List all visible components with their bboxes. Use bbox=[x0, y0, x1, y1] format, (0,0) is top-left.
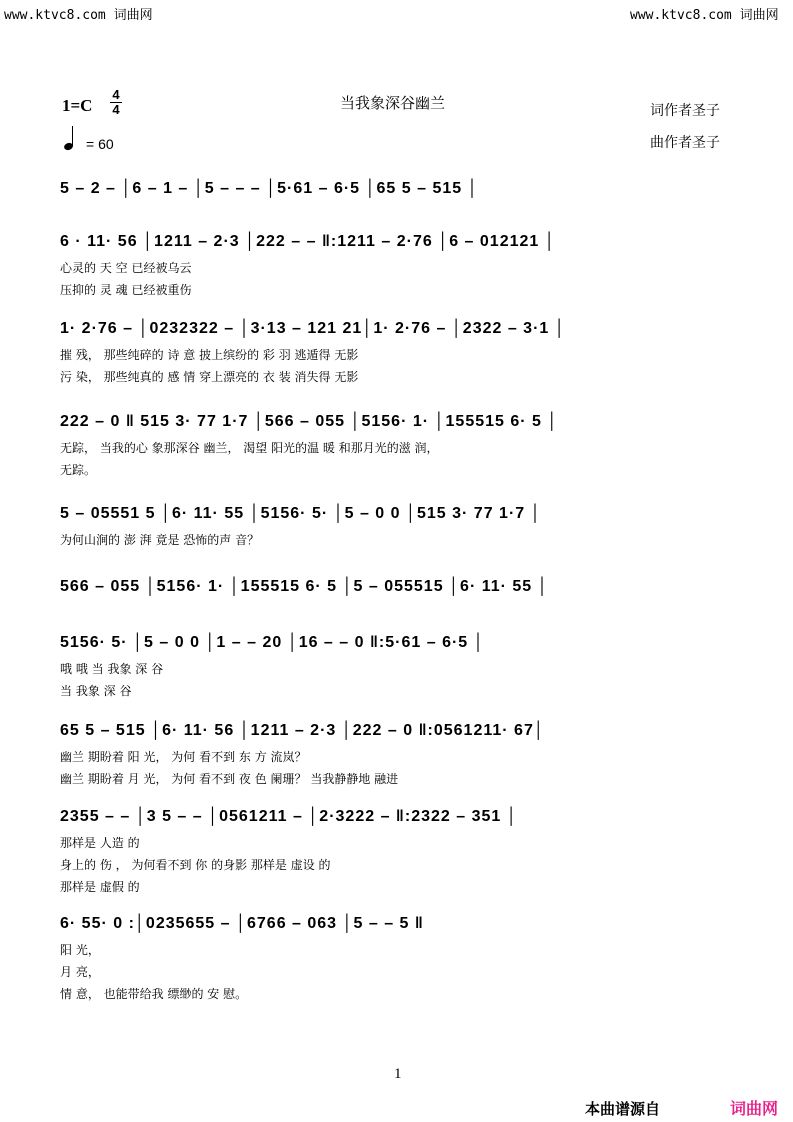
lyric-line: 哦 哦 当 我象 深 谷 bbox=[60, 662, 164, 676]
notation-line: 6· 55· 0 :│0235655 – │6766 – 063 │5 – – 5 ‖ bbox=[60, 915, 424, 932]
lyric-line: 幽兰 期盼着 阳 光， 为何 看不到 东 方 流岚？ bbox=[60, 750, 307, 764]
lyric-line: 身上的 伤 ， 为何看不到 你 的身影 那样是 虚设 的 bbox=[60, 858, 331, 872]
composer-credit: 曲作者圣子 bbox=[650, 135, 720, 151]
notation-line: 5156· 5· │5 – 0 0 │1 – – 20 │16 – – 0 ‖:5·61 – 6·5 │ bbox=[60, 634, 485, 651]
notation-line: 566 – 055 │5156· 1· │155515 6· 5 │5 – 055515 │6· 11· 55 │ bbox=[60, 578, 549, 595]
time-signature-top: 4 bbox=[112, 87, 120, 102]
source-label: 本曲谱源自 bbox=[585, 1100, 661, 1118]
quarter-note-head-icon bbox=[63, 142, 74, 152]
time-signature-bottom: 4 bbox=[112, 102, 120, 117]
lyric-line: 情 意， 也能带给我 缥缈的 安 慰。 bbox=[60, 987, 248, 1001]
lyric-line: 心灵的 天 空 已经被乌云 bbox=[60, 261, 192, 275]
notation-line: 5 – 2 – │6 – 1 – │5 – – – │5·61 – 6·5 │65 5 – 515 │ bbox=[60, 180, 479, 197]
lyricist-credit: 词作者圣子 bbox=[650, 103, 720, 119]
time-signature bbox=[110, 88, 122, 117]
notation-line: 65 5 – 515 │6· 11· 56 │1211 – 2·3 │222 – 0 ‖:0561211· 67│ bbox=[60, 722, 545, 739]
notation-line: 6 · 11· 56 │1211 – 2·3 │222 – – ‖:1211 – 2·76 │6 – 012121 │ bbox=[60, 233, 556, 250]
notation-line: 5 – 05551 5 │6· 11· 55 │5156· 5· │5 – 0 0 │515 3· 77 1·7 │ bbox=[60, 505, 542, 522]
lyric-line: 阳 光， bbox=[60, 943, 100, 957]
lyric-line: 摧 残， 那些纯碎的 诗 意 披上缤纷的 彩 羽 逃遁得 无影 bbox=[60, 348, 359, 362]
lyric-line: 幽兰 期盼着 月 光， 为何 看不到 夜 色 阑珊？ 当我静静地 融进 bbox=[60, 772, 399, 786]
key-signature: 1=C bbox=[62, 96, 93, 115]
lyric-line: 污 染， 那些纯真的 感 情 穿上漂亮的 衣 装 消失得 无影 bbox=[60, 370, 359, 384]
notation-line: 1· 2·76 – │0232322 – │3·13 – 121 21│1· 2·76 – │2322 – 3·1 │ bbox=[60, 320, 566, 337]
lyric-line: 无踪， 当我的心 象那深谷 幽兰， 渴望 阳光的温 暖 和那月光的滋 润， bbox=[60, 441, 439, 455]
notation-line: 222 – 0 ‖ 515 3· 77 1·7 │566 – 055 │5156· 1· │155515 6· 5 │ bbox=[60, 413, 559, 430]
lyric-line: 无踪。 bbox=[60, 463, 97, 477]
lyric-line: 为何山涧的 澎 湃 竟是 恐怖的声 音？ bbox=[60, 533, 260, 547]
tempo-marking: = 60 bbox=[86, 136, 114, 152]
page-number: 1 bbox=[394, 1066, 402, 1082]
site-url-left[interactable]: www.ktvc8.com 词曲网 bbox=[4, 8, 153, 23]
lyric-line: 月 亮， bbox=[60, 965, 100, 979]
lyric-line: 压抑的 灵 魂 已经被重伤 bbox=[60, 283, 192, 297]
song-title: 当我象深谷幽兰 bbox=[340, 94, 446, 112]
site-url-right[interactable]: www.ktvc8.com 词曲网 bbox=[630, 8, 779, 23]
site-logo[interactable]: 词曲网 bbox=[730, 1099, 779, 1118]
lyric-line: 那样是 虚假 的 bbox=[60, 880, 140, 894]
lyric-line: 当 我象 深 谷 bbox=[60, 684, 132, 698]
lyric-line: 那样是 人造 的 bbox=[60, 836, 140, 850]
notation-line: 2355 – – │3 5 – – │0561211 – │2·3222 – ‖:2322 – 351 │ bbox=[60, 808, 518, 825]
